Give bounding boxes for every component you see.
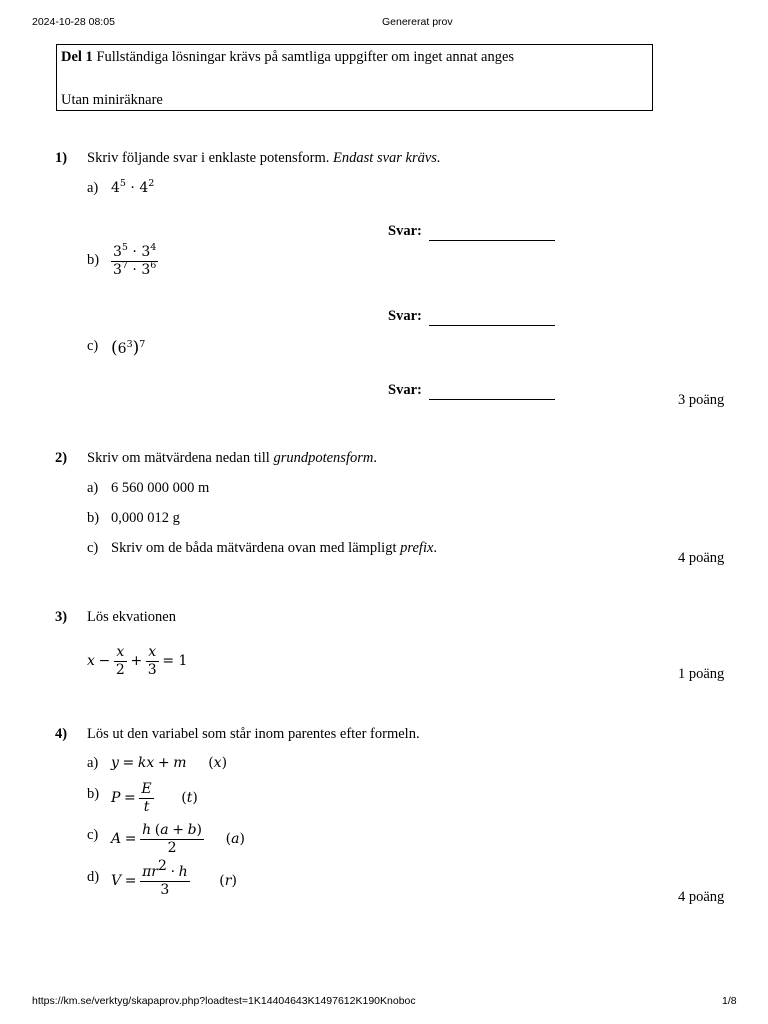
part-label: b)	[87, 252, 100, 268]
part-label: d)	[87, 869, 100, 885]
points-label: 1 poäng	[678, 666, 725, 682]
measurement-value: 6 560 000 000 m	[111, 480, 210, 496]
question-number: 3)	[55, 609, 68, 625]
part-label: c)	[87, 540, 99, 556]
print-datetime: 2024-10-28 08:05	[32, 16, 115, 28]
math-expression: $\frac{3^5 \cdot 3^4}{3^7 \cdot 3^6}$	[113, 242, 157, 278]
question-text: Lös ut den variabel som står inom parentes efter formeln.	[87, 726, 420, 742]
answer-label: Svar:	[388, 223, 422, 239]
question-number: 1)	[55, 150, 68, 166]
formula: y = kx + m (x)	[111, 755, 228, 771]
question-text: Skriv följande svar i enklaste potensform. Endast svar krävs.	[87, 150, 441, 166]
part-label: a)	[87, 480, 99, 496]
part-label: a)	[87, 755, 99, 771]
calculator-note: Utan miniräknare	[61, 92, 163, 108]
points-label: 3 poäng	[678, 392, 725, 408]
part-label: a)	[87, 180, 99, 196]
formula: P = $\frac{E}{t}$ (t)	[111, 781, 198, 815]
answer-label: Svar:	[388, 382, 422, 398]
question-number: 2)	[55, 450, 68, 466]
part-label: b)	[87, 510, 100, 526]
part-label: c)	[87, 827, 99, 843]
question-text: Skriv om mätvärdena nedan till grundpotensform.	[87, 450, 377, 466]
instructions-box	[56, 44, 653, 111]
question-emphasis: grundpotensform	[273, 450, 374, 466]
question-emphasis: Endast svar krävs.	[333, 150, 441, 166]
part-label: Del 1	[61, 49, 93, 65]
points-label: 4 poäng	[678, 550, 725, 566]
answer-label: Svar:	[388, 308, 422, 324]
formula: V = $\frac{\pi r^2 \cdot h}{3}$ (r)	[111, 858, 237, 898]
question-number: 4)	[55, 726, 68, 742]
instructions-text: Fullständiga lösningar krävs på samtliga uppgifter om inget annat anges	[96, 49, 515, 65]
math-expression: $4^5 \cdot 4^2$	[111, 178, 155, 196]
page-url: https://km.se/verktyg/skapaprov.php?loadtest=1K14404643K1497612K190Knoboc	[32, 995, 416, 1007]
points-label: 4 poäng	[678, 889, 725, 905]
equation: x − $\frac{x}{2}$ + $\frac{x}{3}$ = 1	[87, 644, 188, 678]
answer-line[interactable]	[429, 225, 555, 241]
question-text: Lös ekvationen	[87, 609, 176, 625]
formula: A = $\frac{h (a + b)}{2}$ (a)	[111, 822, 245, 856]
measurement-value: 0,000 012 g	[111, 510, 180, 526]
page-number: 1/8	[722, 995, 737, 1007]
part-label: b)	[87, 786, 100, 802]
print-title: Genererat prov	[382, 16, 453, 28]
part-label: c)	[87, 338, 99, 354]
math-expression: $(6^3)^7$	[111, 338, 146, 358]
answer-line[interactable]	[429, 384, 555, 400]
answer-line[interactable]	[429, 310, 555, 326]
part-text: Skriv om de båda mätvärdena ovan med lämpligt prefix.	[111, 540, 438, 556]
